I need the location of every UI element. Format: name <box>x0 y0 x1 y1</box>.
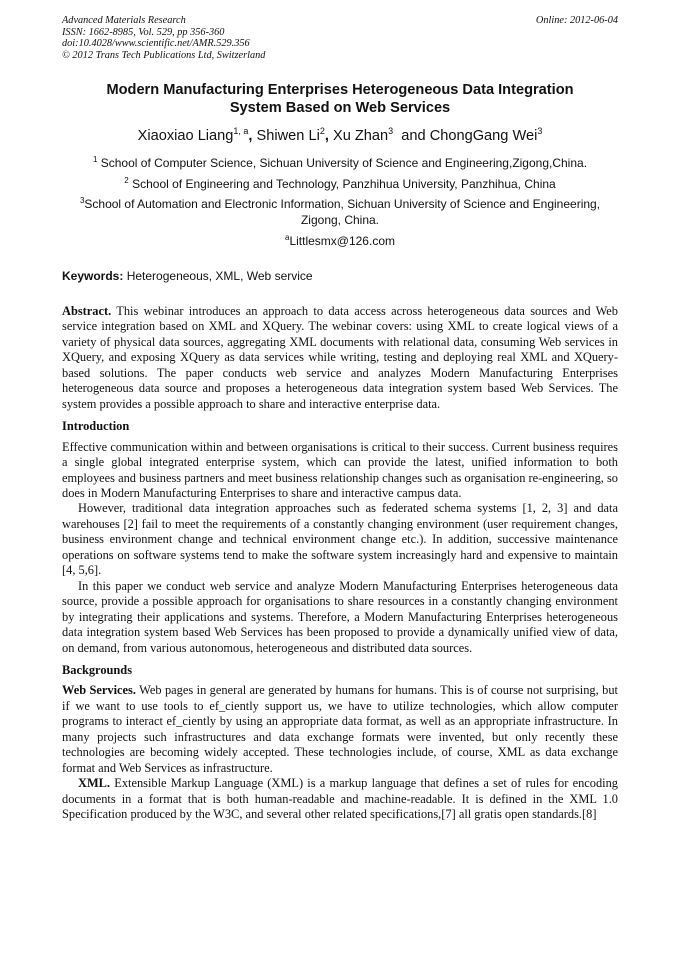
affiliation-text: School of Engineering and Technology, Panzhihua University, Panzhihua, China <box>132 177 556 191</box>
abstract-paragraph <box>62 304 618 412</box>
backgrounds-heading: Backgrounds <box>62 662 133 677</box>
journal-name: Advanced Materials Research <box>62 15 186 26</box>
author-sup: 2 <box>319 126 325 136</box>
affiliation-sup: 2 <box>124 176 129 185</box>
issn-line: ISSN: 1662-8985, Vol. 529, pp 356-360 <box>62 26 225 38</box>
keywords-label: Keywords: <box>62 269 124 283</box>
abstract-text: This webinar introduces an approach to data access across heterogeneous data sources and Web service integration based on XML and XQuery. The webinar covers: using XML to create logical views of a variety of physical data sources, aggregating XML documents with relational data, consuming Web services in XQuery, and exposing XQuery as data services while writing, testing and deploying real XML and XQuery-based solutions. The paper conducts web service and analyzes Modern Manufacturing Enterprises heterogeneous data source and proposes a heterogeneous data integration system based Web Services. The system provides a possible approach to share and interactive enterprise data. <box>62 304 618 411</box>
affiliation-2 <box>62 176 618 192</box>
email-sup: a <box>284 233 290 242</box>
web-services-paragraph <box>62 683 618 776</box>
affiliation-3 <box>62 196 618 228</box>
author-sup: 1, a <box>233 126 249 136</box>
author-and: and <box>401 128 426 144</box>
title-line-2: System Based on Web Services <box>229 99 451 116</box>
intro-paragraph-1: Effective communication within and between organisations is critical to their success. Current business requires a single global integrated enterprise system, which can provide the latest, unified information to both employees and business partners and meet business relationship changes such as organisation re-engineering, so does in Modern Manufacturing Enterprises to share and interactive campus data. <box>62 439 618 500</box>
xml-text: Extensible Markup Language (XML) is a markup language that defines a set of rules for encoding documents in a format that is both human-readable and machine-readable. It is defined in the XML 1.0 Specification produced by the W3C, and several other related specifications,[7] all gratis open standards.[8] <box>62 776 618 822</box>
author-email <box>62 233 618 249</box>
author-sup: 3 <box>537 126 543 136</box>
author-name: Xu Zhan <box>332 128 389 144</box>
introduction-heading: Introduction <box>62 419 130 434</box>
title-line-1: Modern Manufacturing Enterprises Heterogeneous Data Integration <box>106 82 574 98</box>
intro-paragraph-3: In this paper we conduct web service and analyze Modern Manufacturing Enterprises heterogeneous data source, provide a possible approach for organisations to share resources in a constantly changing environment by integrating their applications and systems. Therefore, a Modern Manufacturing Enterprises heterogeneous data integration system based Web Services has been proposed to provide a dynamically unified view of data, on demand, from various autonomous, heterogeneous and distributed data sources. <box>62 578 618 655</box>
doi-line: doi:10.4028/www.scientific.net/AMR.529.356 <box>62 38 250 50</box>
journal-header <box>62 15 618 61</box>
abstract-label: Abstract. <box>62 304 112 318</box>
affiliation-1 <box>62 155 618 171</box>
web-services-text: Web pages in general are generated by humans for humans. This is of course not surprising, but if we want to use tools to ef_ciently support us, we have to utilize technologies, which allow computer programs to interact ef_ciently by using an appropriate data format, as well as an appropriate infrastructure. In many projects such infrastructures and data exchange formats were invented, but only recently these technologies are becoming widely accepted. These technologies include, of course, XML as data exchange format and Web Services as infrastructure. <box>62 683 618 775</box>
email-text: Littlesmx@126.com <box>289 234 395 248</box>
affiliation-text: School of Computer Science, Sichuan University of Science and Engineering,Zigong,China. <box>100 156 588 170</box>
intro-paragraph-2: However, traditional data integration approaches such as federated schema systems [1, 2, 3] and data warehouses [2] fail to meet the requirements of a constantly changing environment (user requirement changes, business environment change and technical environment change etc.). In addition, successive maintenance operations on software systems tend to make the software system increasingly hard and expensive to maintain [4, 5,6]. <box>62 501 618 578</box>
author-separator: , <box>248 128 253 144</box>
author-name: Shiwen Li <box>256 128 320 144</box>
paper-title <box>62 82 618 117</box>
affiliation-text: School of Automation and Electronic Information, Sichuan University of Science and Engineering, Zigong, China. <box>84 197 601 227</box>
author-name: Xiaoxiao Liang <box>137 128 234 144</box>
xml-label: XML. <box>78 776 111 791</box>
author-list <box>62 126 618 146</box>
affiliation-sup: 3 <box>79 196 85 205</box>
paper-body <box>62 304 618 823</box>
author-separator: , <box>324 128 329 144</box>
web-services-label: Web Services. <box>62 683 136 698</box>
xml-paragraph <box>62 776 618 822</box>
online-date: Online: 2012-06-04 <box>535 15 618 26</box>
affiliation-sup: 1 <box>92 155 98 164</box>
copyright-line: © 2012 Trans Tech Publications Ltd, Switzerland <box>62 49 266 61</box>
keywords-line <box>62 268 618 284</box>
keywords-text: Heterogeneous, XML, Web service <box>126 269 313 283</box>
author-name: ChongGang Wei <box>429 128 538 144</box>
author-sup: 3 <box>388 126 394 136</box>
